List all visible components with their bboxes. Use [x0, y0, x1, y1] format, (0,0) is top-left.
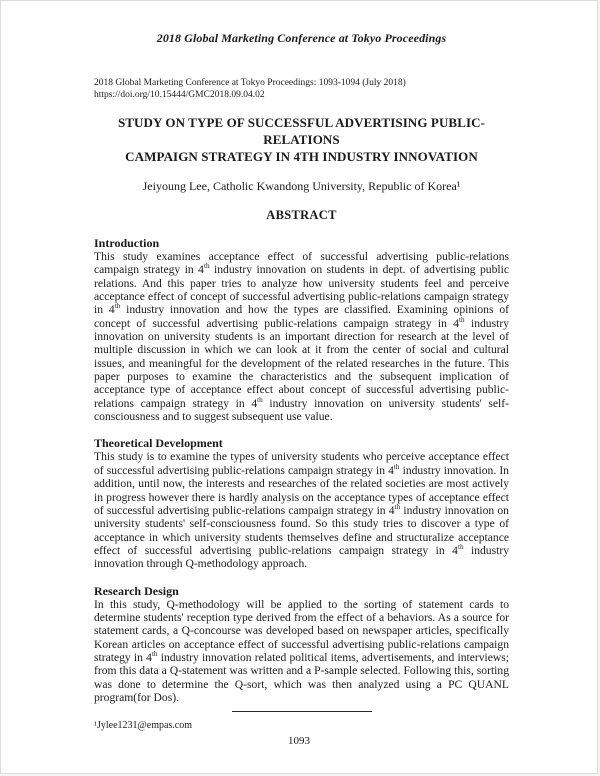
citation-line: 2018 Global Marketing Conference at Tokyo Proceedings: 1093-1094 (July 2018) — [94, 78, 406, 88]
section-research-design — [94, 584, 509, 705]
footnote-divider — [232, 711, 372, 712]
paper-title — [94, 114, 509, 165]
section-paragraph: This study examines acceptance effect of successful advertising public-relations campaign strategy in 4th industry innovation on students in dept. of advertising public relations. And this paper tries to analyze how university students feel and perceive acceptance effect of concept of successful advertising public-relations campaign strategy in 4th industry innovation and how the types are classified. Examining opinions of concept of successful advertising public-relations campaign strategy in 4th industry innovation on university students is an important direction for research at the level of multiple discussion in which we can look at it from the center of social and cultural issues, and meaningful for the development of the related researches in the future. This paper purposes to examine the characteristics and the subsequent implication of acceptance type of acceptance effect about concept of successful advertising public-relations campaign strategy in 4th industry innovation on university students' self-consciousness and to suggest subsequent use value. — [94, 250, 510, 424]
footnote-email: ¹Jylee1231@empas.com — [94, 720, 193, 732]
section-theoretical-development — [94, 436, 509, 570]
doi-text: https://doi.org/10.15444/GMC2018.09.04.02 — [94, 90, 265, 100]
section-heading: Introduction — [94, 236, 160, 250]
section-heading: Research Design — [94, 583, 179, 598]
page-number: 1093 — [288, 735, 310, 747]
page-content — [1, 31, 597, 732]
paper-title-line1: STUDY ON TYPE OF SUCCESSFUL ADVERTISING PUBLIC-RELATIONS — [117, 115, 486, 147]
section-paragraph: This study is to examine the types of university students who perceive acceptance effect of successful advertising public-relations campaign strategy in 4th industry innovation. In addition, until now, the interests and researches of the related societies are most actively in progress however there is hardly analysis on the acceptance types of acceptance effect of successful advertising public-relations campaign strategy in 4th industry innovation on university students' self-consciousness found. So this study tries to discover a type of acceptance in which university students themselves define and structuralize acceptance effect of successful advertising public-relations campaign strategy in 4th industry innovation through Q-methodology approach. — [94, 450, 509, 571]
author-line: Jeiyoung Lee, Catholic Kwandong University, Republic of Korea¹ — [142, 179, 461, 193]
section-paragraph: In this study, Q-methodology will be applied to the sorting of statement cards to determine students' reception type derived from the effect of a behaviors. As a source for statement cards, a Q-concourse was developed based on newspaper articles, specifically Korean articles on acceptance effect of successful advertising public-relations campaign strategy in 4th industry innovation related political items, advertisements, and interviews; from this data a Q-statement was written and a P-sample selected. Following this, sorting was done to determine the Q-sort, which was then analyzed using a PC QUANL program(for Dos). — [94, 597, 509, 704]
citation-block — [94, 77, 509, 101]
section-heading: Theoretical Development — [94, 436, 223, 451]
paper-title-line2: CAMPAIGN STRATEGY IN 4TH INDUSTRY INNOVATION — [125, 149, 478, 164]
abstract-heading: ABSTRACT — [266, 208, 337, 222]
section-introduction — [94, 236, 509, 423]
running-head: 2018 Global Marketing Conference at Tokyo Proceedings — [156, 31, 447, 45]
